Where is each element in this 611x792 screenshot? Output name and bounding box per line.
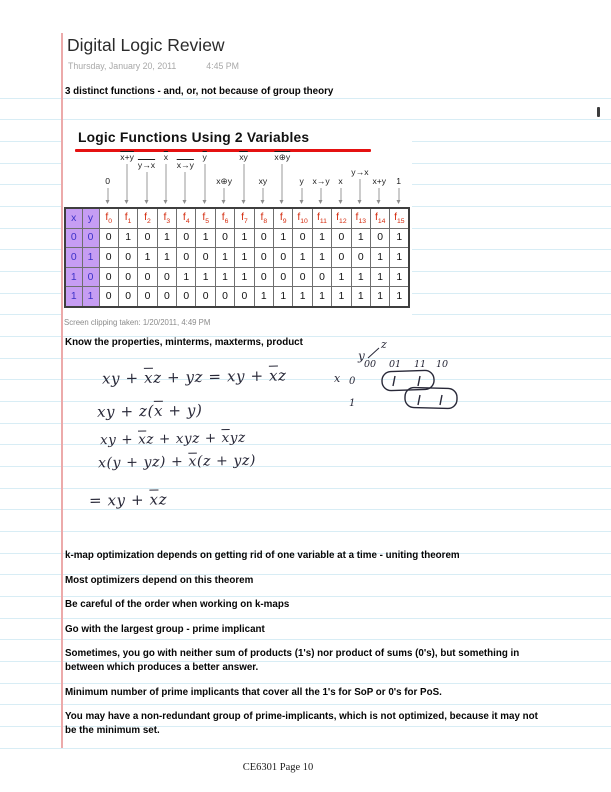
f-subscript: 3	[166, 217, 171, 225]
f-value-cell: 1	[351, 287, 370, 307]
f-value-cell: 1	[370, 267, 389, 287]
overbar-term: $\overline{x}$	[143, 368, 154, 387]
kmap-row-label: 1	[349, 398, 356, 409]
term: xy +	[101, 368, 145, 388]
f-header-cell: $f_5$	[196, 208, 215, 228]
f-header-cell: $f_9$	[274, 208, 293, 228]
term: = xy +	[88, 490, 150, 510]
var-header-cell: x	[65, 208, 82, 228]
note-paragraph: Be careful of the order when working on k-maps	[65, 599, 290, 611]
f-subscript: 11	[319, 217, 327, 225]
label-arrow	[398, 188, 399, 200]
f-header-cell: $f_{13}$	[351, 208, 370, 228]
f-value-cell: 0	[99, 248, 118, 268]
label-arrow	[127, 164, 128, 200]
handwritten-equation	[98, 453, 256, 472]
f-value-cell: 1	[157, 248, 176, 268]
ruled-line	[0, 119, 611, 120]
function-label: x+y	[120, 152, 134, 162]
f-subscript: 2	[147, 217, 151, 225]
f-value-cell: 0	[312, 267, 331, 287]
intro-note: 3 distinct functions - and, or, not because of group theory	[65, 86, 334, 97]
f-value-cell: 1	[390, 248, 409, 268]
kmap-col-label: 10	[436, 359, 449, 370]
handwritten-equation	[102, 366, 287, 387]
function-label: $\overline{x}$	[163, 152, 169, 162]
f-value-cell: 1	[235, 228, 254, 248]
overbar-term: $\overline{x}$	[153, 401, 164, 420]
f-subscript: 4	[185, 217, 190, 225]
f-value-cell: 1	[196, 228, 215, 248]
y-value-cell: 0	[82, 267, 99, 287]
clip-caption: Screen clipping taken: 1/20/2011, 4:49 PM	[64, 318, 211, 327]
label-arrow	[340, 188, 341, 200]
term: yz	[229, 429, 246, 447]
label-arrow	[107, 188, 108, 200]
f-value-cell: 1	[390, 287, 409, 307]
f-value-cell: 0	[196, 248, 215, 268]
f-value-cell: 1	[332, 287, 351, 307]
f-value-cell: 0	[351, 248, 370, 268]
f-value-cell: 1	[235, 248, 254, 268]
overbar-term: $\overline{x}$	[138, 431, 147, 448]
f-value-cell: 0	[235, 287, 254, 307]
f-header-cell: $f_{12}$	[332, 208, 351, 228]
f-value-cell: 1	[215, 267, 234, 287]
y-value-cell: 0	[82, 228, 99, 248]
kmap-one-mark	[418, 395, 420, 405]
f-value-cell: 1	[390, 228, 409, 248]
f-value-cell: 0	[215, 287, 234, 307]
ruled-line	[0, 466, 611, 467]
f-subscript: 7	[243, 217, 248, 225]
handwritten-equation	[97, 401, 203, 421]
label-arrow	[379, 188, 380, 200]
f-header-cell: $f_0$	[99, 208, 118, 228]
f-value-cell: 0	[99, 228, 118, 248]
kmap-col-label: 00	[364, 359, 377, 370]
y-value-cell: 1	[82, 248, 99, 268]
f-value-cell: 1	[293, 287, 312, 307]
f-header-cell: $f_4$	[177, 208, 196, 228]
function-label: $\overline{y}$	[202, 152, 207, 162]
f-header-cell: $f_8$	[254, 208, 273, 228]
label-arrow	[359, 179, 360, 200]
f-value-cell: 1	[351, 267, 370, 287]
f-subscript: 14	[377, 217, 386, 225]
handwritten-equation	[89, 490, 167, 509]
label-arrow	[185, 172, 186, 201]
f-subscript: 10	[300, 217, 308, 225]
f-subscript: 6	[224, 217, 229, 225]
function-label: 0	[105, 176, 111, 186]
label-arrow	[165, 164, 166, 200]
f-subscript: 15	[396, 217, 405, 225]
date-text: Thursday, January 20, 2011	[68, 61, 177, 71]
ruled-line	[0, 98, 611, 99]
label-arrow	[262, 188, 263, 200]
screen-clipping-image	[62, 126, 412, 316]
function-label: 1	[396, 176, 402, 186]
term: z	[277, 366, 287, 385]
term: z + yz = xy +	[152, 366, 270, 387]
ruled-line	[0, 358, 611, 359]
f-header-cell: $f_2$	[138, 208, 157, 228]
f-value-cell: 1	[138, 248, 157, 268]
f-header-cell: $f_3$	[157, 208, 176, 228]
f-value-cell: 1	[235, 267, 254, 287]
f-value-cell: 1	[390, 267, 409, 287]
label-arrow	[282, 164, 283, 200]
function-label: x→y	[312, 176, 330, 186]
table-row	[65, 267, 409, 287]
f-value-cell: 0	[138, 228, 157, 248]
f-value-cell: 1	[274, 287, 293, 307]
kmap-sketch	[328, 336, 468, 420]
know-note: Know the properties, minterms, maxterms, product	[65, 337, 303, 348]
f-value-cell: 1	[196, 267, 215, 287]
f-value-cell: 0	[332, 248, 351, 268]
note-paragraph: k-map optimization depends on getting rid of one variable at a time - uniting theorem	[65, 550, 460, 561]
page-title: Digital Logic Review	[67, 35, 225, 55]
function-label: x→y	[176, 159, 194, 170]
kmap-corner-slash	[368, 348, 379, 358]
f-value-cell: 1	[274, 228, 293, 248]
ruled-line	[0, 531, 611, 532]
overbar-term: $\overline{x}$	[221, 430, 230, 447]
f-header-cell: $f_{14}$	[370, 208, 389, 228]
f-value-cell: 1	[312, 287, 331, 307]
overbar-term: $\overline{x}$	[149, 490, 159, 509]
x-value-cell: 0	[65, 248, 82, 268]
function-label: xy	[258, 176, 268, 186]
x-value-cell: 0	[65, 228, 82, 248]
note-paragraph: Go with the largest group - prime implicant	[65, 623, 265, 635]
f-value-cell: 1	[254, 287, 273, 307]
table-row	[65, 287, 409, 307]
function-label: x	[338, 176, 343, 186]
label-arrow	[243, 164, 244, 200]
kmap-col-var-y: y	[358, 349, 365, 363]
kmap-row-var-x: x	[334, 372, 341, 385]
handwritten-equation	[100, 430, 246, 449]
kmap-col-label: 01	[389, 359, 402, 370]
function-label: $\overline{xy}$	[239, 152, 248, 162]
f-value-cell: 1	[177, 267, 196, 287]
note-paragraph: Sometimes, you go with neither sum of products (1's) nor product of sums (0's), but something in between which produces a better answer.	[65, 648, 520, 673]
kmap-col-var-z: z	[381, 338, 387, 351]
f-header-cell: $f_1$	[118, 208, 137, 228]
kmap-row-label: 0	[349, 376, 356, 387]
f-value-cell: 0	[177, 228, 196, 248]
function-label: y	[299, 176, 304, 186]
f-value-cell: 0	[157, 267, 176, 287]
truth-table	[64, 207, 410, 308]
function-label: x⊕y	[216, 176, 232, 186]
f-subscript: 1	[127, 217, 132, 225]
term: + y)	[162, 401, 203, 420]
f-value-cell: 0	[274, 267, 293, 287]
y-value-cell: 1	[82, 287, 99, 307]
ruled-line	[0, 488, 611, 489]
label-arrow	[301, 188, 302, 200]
kmap-col-label: 11	[414, 359, 427, 370]
kmap-one-mark	[393, 376, 395, 386]
kmap-one-mark	[418, 376, 420, 386]
f-value-cell: 1	[312, 248, 331, 268]
f-value-cell: 0	[138, 267, 157, 287]
term: xy +	[99, 431, 139, 449]
note-paragraph: You may have a non-redundant group of prime-implicants, which is not optimized, because it may not be the minimum set.	[65, 711, 538, 736]
kmap-one-mark	[440, 395, 442, 405]
cursor-artifact	[597, 107, 600, 117]
f-subscript: 5	[205, 217, 209, 225]
f-header-cell: $f_{15}$	[390, 208, 409, 228]
ruled-line	[0, 379, 611, 380]
f-value-cell: 0	[274, 248, 293, 268]
f-value-cell: 0	[254, 267, 273, 287]
x-value-cell: 1	[65, 267, 82, 287]
term: xy + z(	[96, 401, 155, 421]
var-header-cell: y	[82, 208, 99, 228]
overbar-term: $\overline{x}$	[268, 366, 279, 385]
f-value-cell: 0	[99, 287, 118, 307]
f-value-cell: 0	[99, 267, 118, 287]
term: z	[158, 490, 168, 509]
f-subscript: 8	[263, 217, 268, 225]
f-value-cell: 0	[332, 228, 351, 248]
f-value-cell: 1	[312, 228, 331, 248]
f-header-cell: $f_7$	[235, 208, 254, 228]
f-header-cell: $f_{11}$	[312, 208, 331, 228]
margin-line	[61, 33, 63, 748]
f-value-cell: 0	[254, 248, 273, 268]
f-value-cell: 0	[293, 228, 312, 248]
f-value-cell: 0	[138, 287, 157, 307]
label-arrow	[321, 188, 322, 200]
f-value-cell: 0	[118, 248, 137, 268]
f-value-cell: 0	[157, 287, 176, 307]
f-value-cell: 0	[118, 287, 137, 307]
ruled-line	[0, 401, 611, 402]
function-label: y→x	[351, 167, 369, 177]
note-paragraph: Minimum number of prime implicants that cover all the 1's for SoP or 0's for PoS.	[65, 686, 442, 698]
f-value-cell: 1	[351, 228, 370, 248]
notes-list	[65, 549, 544, 748]
label-arrow	[146, 172, 147, 201]
f-value-cell: 1	[293, 248, 312, 268]
f-subscript: 13	[358, 217, 366, 225]
f-value-cell: 0	[254, 228, 273, 248]
ruled-line	[0, 423, 611, 424]
f-subscript: 0	[108, 217, 113, 225]
f-header-cell: $f_6$	[215, 208, 234, 228]
term: z + xyz +	[146, 430, 222, 448]
clip-title: Logic Functions Using 2 Variables	[78, 130, 310, 145]
f-header-cell: $f_{10}$	[293, 208, 312, 228]
note-paragraph: Most optimizers depend on this theorem	[65, 574, 254, 586]
label-arrow	[224, 188, 225, 200]
x-value-cell: 1	[65, 287, 82, 307]
function-label: x+y	[372, 176, 387, 186]
f-value-cell: 1	[157, 228, 176, 248]
f-value-cell: 0	[370, 228, 389, 248]
f-value-cell: 0	[293, 267, 312, 287]
term: x(y + yz) +	[97, 453, 189, 472]
label-arrow	[204, 164, 205, 200]
page-footer: CE6301 Page 10	[242, 762, 314, 773]
f-subscript: 9	[282, 217, 287, 225]
page-date	[68, 61, 239, 71]
f-value-cell: 0	[118, 267, 137, 287]
f-value-cell: 0	[177, 248, 196, 268]
f-value-cell: 1	[370, 248, 389, 268]
function-label: y→x	[137, 159, 156, 170]
f-value-cell: 0	[177, 287, 196, 307]
overbar-term: $\overline{x}$	[188, 453, 198, 470]
f-value-cell: 1	[332, 267, 351, 287]
f-value-cell: 1	[370, 287, 389, 307]
function-label: x⊕y	[274, 152, 291, 162]
table-header-row	[65, 208, 409, 228]
f-value-cell: 0	[215, 228, 234, 248]
time-text: 4:45 PM	[206, 61, 239, 71]
f-value-cell: 1	[118, 228, 137, 248]
table-row	[65, 248, 409, 268]
f-value-cell: 0	[196, 287, 215, 307]
f-value-cell: 1	[215, 248, 234, 268]
term: (z + yz)	[196, 452, 257, 470]
f-subscript: 12	[339, 217, 347, 225]
table-row	[65, 228, 409, 248]
ruled-line	[0, 444, 611, 445]
